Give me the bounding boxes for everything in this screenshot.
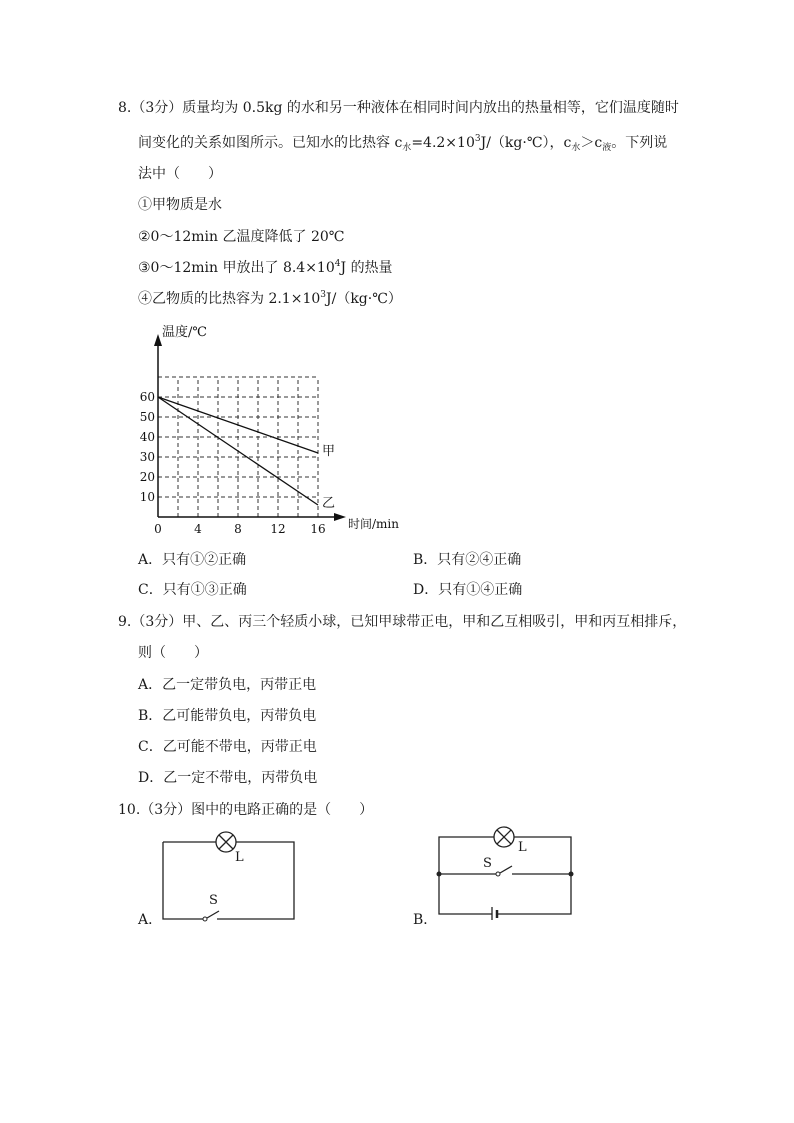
x-axis-arrow-icon	[334, 513, 346, 521]
battery-icon	[492, 907, 497, 920]
y-tick-label: 40	[139, 430, 155, 444]
q10-option-a-label[interactable]: A．	[138, 912, 163, 928]
q8-text: J/（kg·℃），c	[480, 135, 572, 151]
switch-icon	[496, 866, 512, 876]
q8-text: ④乙物质的比热容为 2.1×10	[138, 291, 321, 307]
x-tick-label: 16	[310, 522, 326, 536]
q8-text: ③0～12min 甲放出了 8.4×10	[138, 260, 335, 276]
circuit-a-switch-label: S	[209, 893, 218, 908]
lamp-icon	[494, 827, 514, 847]
q8-line1: 8.（3分）质量均为 0.5kg 的水和另一种液体在相同时间内放出的热量相等，它们温度随时	[118, 100, 679, 116]
q9-line2: 则（ ）	[138, 645, 208, 661]
x-tick-label: 12	[270, 522, 286, 536]
x-tick-label: 8	[234, 522, 242, 536]
q9-option-a[interactable]: A．乙一定带负电，丙带正电	[138, 677, 317, 693]
q8-statement-4	[138, 289, 402, 309]
circuit-a-diagram	[155, 825, 305, 925]
circuit-b-wire	[439, 874, 492, 914]
q8-option-c[interactable]: C．只有①③正确	[138, 582, 247, 598]
y-tick-label: 50	[139, 410, 155, 424]
circuit-b-lamp-label: L	[518, 840, 527, 855]
y-tick-label: 30	[139, 450, 155, 464]
circuit-a-wire	[163, 842, 203, 919]
q8-statement-2: ②0～12min 乙温度降低了 20℃	[138, 229, 345, 245]
q8-line2	[138, 133, 667, 153]
x-axis-label: 时间/min	[348, 517, 399, 531]
liquid-subscript: 液	[602, 143, 612, 153]
series-label: 乙	[322, 496, 336, 511]
q8-option-d[interactable]: D．只有①④正确	[413, 582, 523, 598]
water-subscript: 水	[402, 143, 412, 153]
q9-option-c[interactable]: C．乙可能不带电，丙带正电	[138, 739, 317, 755]
q8-text: J/（kg·℃）	[326, 291, 402, 307]
q8-statement-3	[138, 258, 393, 278]
chart-grid	[158, 377, 318, 517]
q8-text: 。下列说	[611, 135, 668, 151]
temperature-time-chart	[130, 320, 420, 540]
circuit-b-diagram	[430, 820, 580, 920]
q8-text: 间变化的关系如图所示。已知水的比热容 c	[138, 135, 403, 151]
series-label: 甲	[322, 444, 336, 459]
q9-option-b[interactable]: B．乙可能带负电，丙带负电	[138, 708, 317, 724]
switch-icon	[203, 911, 219, 921]
q8-option-b[interactable]: B．只有②④正确	[413, 552, 522, 568]
exponent: 3	[474, 134, 481, 144]
chart-labels	[140, 324, 400, 536]
y-tick-label: 10	[139, 490, 155, 504]
x-tick-label: 4	[194, 522, 202, 536]
q8-text: =4.2×10	[411, 135, 475, 151]
water-subscript: 水	[571, 143, 581, 153]
circuit-b-wire	[498, 874, 571, 914]
y-axis-arrow-icon	[154, 334, 162, 346]
circuit-a-wire	[217, 842, 294, 919]
q9-option-d[interactable]: D．乙一定不带电，丙带负电	[138, 770, 318, 786]
q8-text: ＞c	[580, 135, 603, 151]
q10-option-b-label[interactable]: B．	[413, 912, 438, 928]
q9-line1: 9.（3分）甲、乙、丙三个轻质小球，已知甲球带正电，甲和乙互相吸引，甲和丙互相排斥，	[118, 614, 687, 630]
y-axis-label: 温度/℃	[162, 325, 207, 340]
exponent: 4	[334, 259, 341, 269]
q8-text: J 的热量	[340, 260, 393, 276]
q8-option-a[interactable]: A．只有①②正确	[138, 552, 247, 568]
lamp-icon	[216, 832, 236, 852]
y-tick-label: 60	[139, 390, 155, 404]
y-tick-label: 20	[139, 470, 155, 484]
q8-statement-1: ①甲物质是水	[138, 197, 222, 213]
x-tick-label: 0	[154, 522, 162, 536]
circuit-b-switch-label: S	[483, 856, 492, 871]
circuit-a-lamp-label: L	[235, 850, 244, 865]
q10-line1: 10.（3分）图中的电路正确的是（ ）	[118, 802, 374, 818]
q8-line3: 法中（ ）	[138, 166, 222, 182]
chart-axes	[154, 334, 346, 521]
exponent: 3	[320, 290, 326, 300]
